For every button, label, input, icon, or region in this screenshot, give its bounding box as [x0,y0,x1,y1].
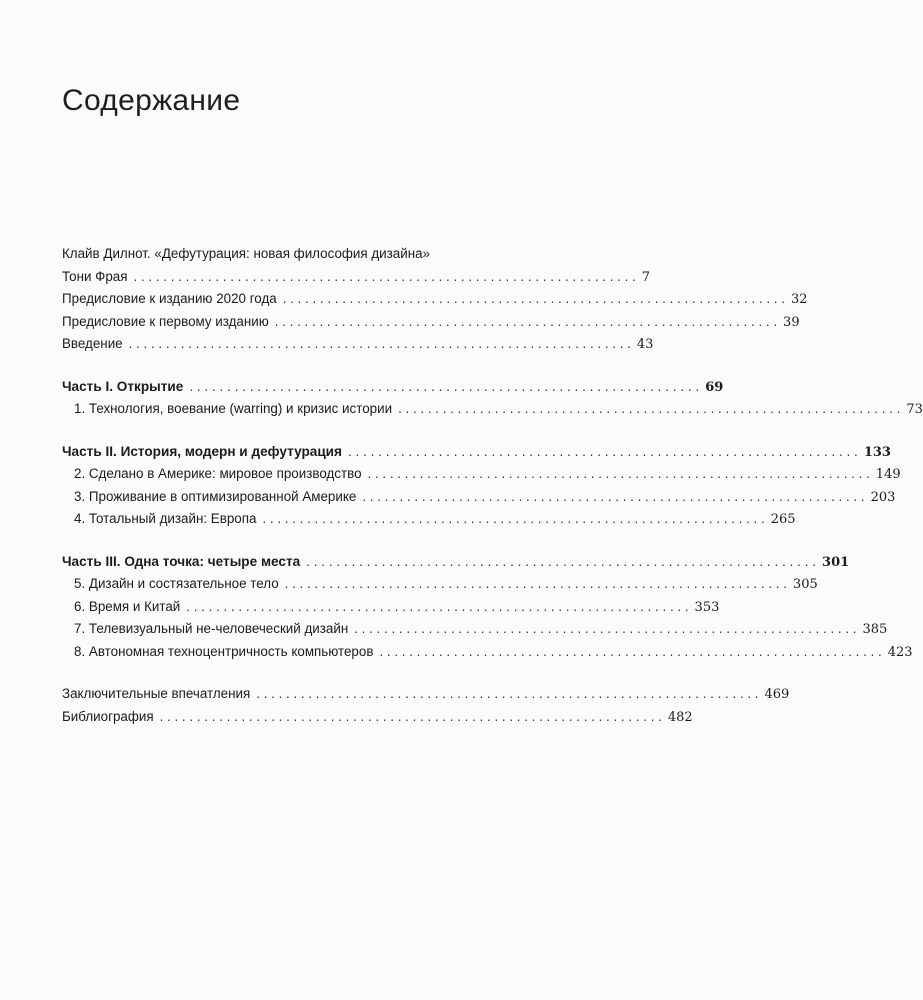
toc-entry-text: Клайв Дилнот. «Дефутурация: новая философия дизайна» [62,246,431,261]
page-title: Содержание [62,84,241,117]
toc-entry-foreword-line1[interactable] [62,243,536,266]
leader-dots [348,618,856,641]
page-number: 265 [770,512,796,527]
toc-entry-text: Заключительные впечатления [62,686,251,701]
toc-part-title: Часть III. Одна точка: четыре места [62,553,301,569]
toc-entry-text: 6. Время и Китай [74,598,181,614]
toc-part-heading[interactable] [62,441,891,464]
toc-entry-text: 8. Автономная техноцентричность компьютеров [74,643,374,659]
toc-part-heading[interactable] [62,551,850,574]
leader-dots [154,706,662,729]
page-number: 69 [705,379,724,395]
leader-dots [180,596,688,619]
toc-chapter[interactable] [62,463,901,486]
page-number: 32 [790,292,808,307]
toc-entry-foreword[interactable] [62,266,651,289]
leader-dots [128,266,636,289]
toc-entry-text: 5. Дизайн и состязательное тело [74,576,279,591]
page-number: 423 [887,644,913,660]
toc-entry-text: Предисловие к первому изданию [62,313,269,329]
toc-entry[interactable] [62,706,693,729]
page-number: 353 [694,599,720,615]
leader-dots [183,376,699,399]
leader-dots [362,463,870,486]
toc-part-heading[interactable] [62,376,724,399]
leader-dots [277,288,785,311]
page-number: 301 [822,554,850,570]
toc-entry-text: 1. Технология, воевание (warring) и кризис истории [74,401,393,416]
page-number: 385 [862,622,888,637]
leader-dots [123,333,631,356]
toc-entry-text: 2. Сделано в Америке: мировое производство [74,466,362,481]
page-number: 7 [641,269,651,285]
leader-dots [392,398,900,421]
page-number: 43 [636,337,654,352]
toc-entry-text: 4. Тотальный дизайн: Европа [74,511,257,526]
page-number: 39 [783,314,800,330]
table-of-contents [62,243,923,728]
leader-dots [342,441,858,464]
page-number: 149 [875,467,901,482]
toc-entry-text: Библиография [62,708,154,724]
toc-chapter[interactable] [62,596,720,619]
toc-chapter[interactable] [62,641,913,664]
page-number: 305 [792,577,818,592]
page-number: 203 [870,489,896,505]
toc-chapter[interactable] [62,618,888,641]
toc-entry[interactable] [62,683,790,706]
leader-dots [269,311,777,334]
toc-entry[interactable] [62,288,808,311]
leader-dots [256,508,764,531]
toc-entry-text: 3. Проживание в оптимизированной Америке [74,488,357,504]
toc-entry-text: Тони Фрая [62,268,128,284]
toc-entry[interactable] [62,333,654,356]
leader-dots [279,573,787,596]
toc-entry-text: Введение [62,336,123,351]
toc-chapter[interactable] [62,398,923,421]
page-number: 133 [863,444,891,460]
toc-part-title: Часть II. История, модерн и дефутурация [62,443,342,459]
toc-part-title: Часть I. Открытие [62,378,184,394]
page-number: 73 [906,402,923,417]
leader-dots [300,551,816,574]
toc-entry-text: 7. Телевизуальный не-человеческий дизайн [74,621,349,636]
page-number: 482 [667,709,693,725]
leader-dots [373,641,881,664]
leader-dots [356,486,864,509]
toc-chapter[interactable] [62,486,896,509]
toc-entry-text: Предисловие к изданию 2020 года [62,291,277,306]
page-number: 469 [764,687,790,702]
toc-entry[interactable] [62,311,800,334]
toc-chapter[interactable] [62,508,796,531]
leader-dots [250,683,758,706]
toc-chapter[interactable] [62,573,818,596]
